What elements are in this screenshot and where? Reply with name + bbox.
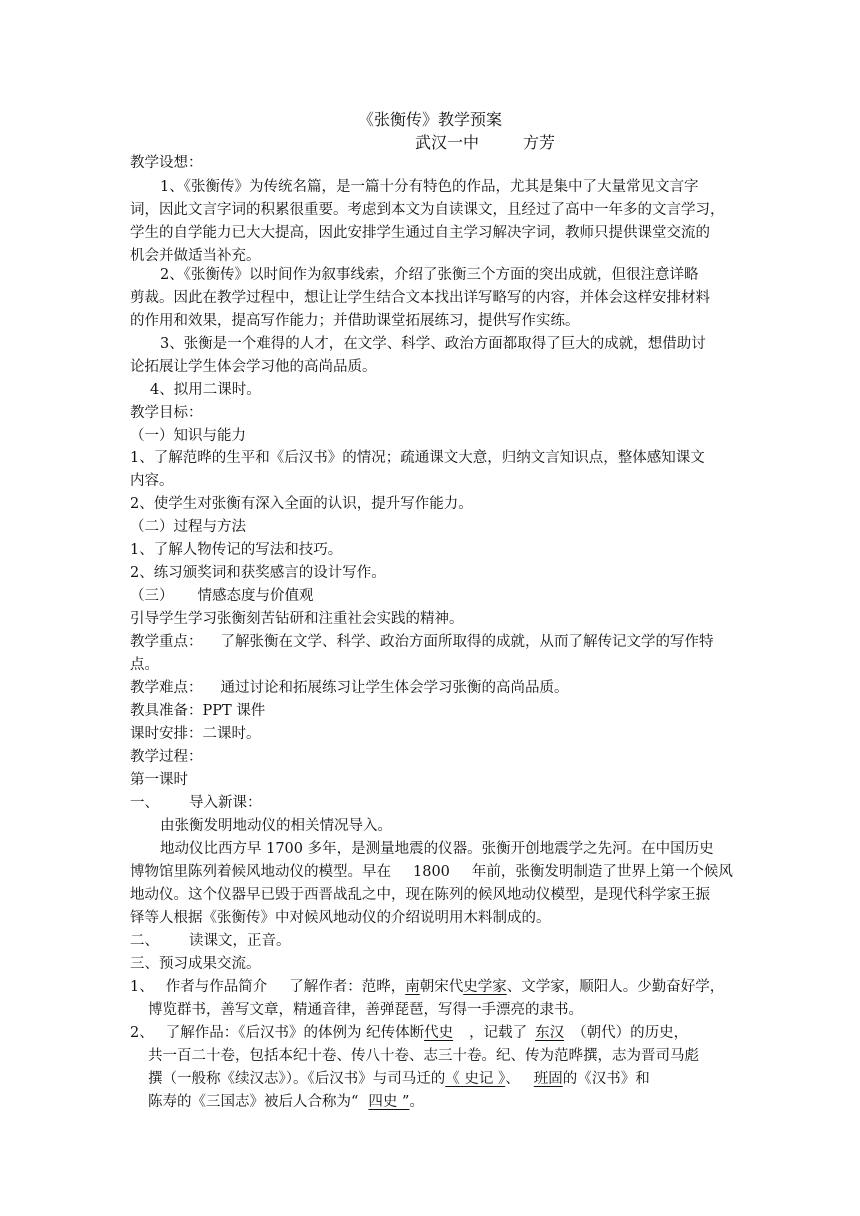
item-1-cont: 博览群书，善写文章，精通音律，善弹琵琶，写得一手漂亮的隶书。 bbox=[148, 1002, 583, 1018]
hours: 课时安排：二课时。 bbox=[130, 726, 261, 742]
blank-answer: 班固 bbox=[533, 1071, 563, 1087]
design-p2-line: 剪裁。因此在教学过程中，想让让学生结合文本找出详写略写的内容，并体会这样安排材料 bbox=[130, 290, 710, 306]
blank-answer: 代史 bbox=[424, 1025, 454, 1041]
byline-school: 武汉一中 bbox=[414, 133, 479, 152]
key-points-cont: 点。 bbox=[130, 657, 159, 673]
step-3: 三、预习成果交流。 bbox=[130, 956, 261, 972]
design-p2-line: 的作用和效果，提高写作能力；并借助课堂拓展练习，提供写作实练。 bbox=[130, 313, 580, 329]
goals-item: 1、了解范晔的生平和《后汉书》的情况；疏通课文大意，归纳文言知识点，整体感知课文 bbox=[130, 450, 705, 466]
design-p1-line: 学生的自学能力已大大提高，因此安排学生通过自主学习解决字词，教师只提供课堂交流的 bbox=[130, 225, 710, 241]
design-p2-line: 2、《张衡传》以时间作为叙事线索，介绍了张衡三个方面的突出成就，但很注意详略 bbox=[160, 267, 699, 283]
step-1-para: 博物馆里陈列着候风地动仪的模型。早在 1800 年前，张衡发明制造了世界上第一个候风 bbox=[130, 864, 733, 880]
goals-section-2: （二）过程与方法 bbox=[130, 519, 246, 535]
item-2: 2、 了解作品：《后汉书》的体例为 纪传体断代史 ，记载了 东汉 （朝代）的历史， bbox=[130, 1025, 689, 1041]
design-heading: 教学设想： bbox=[130, 155, 203, 171]
step-1-para: 地动仪比西方早 1700 多年，是测量地震的仪器。张衡开创地震学之先河。在中国历史 bbox=[160, 841, 714, 857]
blank-answer: 《 史记 》 bbox=[445, 1071, 506, 1087]
item-1: 1、 作者与作品简介 了解作者：范晔，南朝宋代史学家、文学家，顺阳人。少勤奋好学， bbox=[130, 979, 725, 995]
design-p1-line: 词，因此文言字词的积累很重要。考虑到本文为自读课文，且经过了高中一年多的文言学习， bbox=[130, 202, 725, 218]
byline-author: 方芳 bbox=[523, 133, 556, 152]
item-2-cont: 共一百二十卷，包括本纪十卷、传八十卷、志三十卷。纪、传为范晔撰，志为晋司马彪 bbox=[148, 1048, 699, 1064]
goals-item: 2、使学生对张衡有深入全面的认识，提升写作能力。 bbox=[130, 496, 473, 512]
goals-section-3: （三） 情感态度与价值观 bbox=[130, 588, 314, 604]
goals-section-1: （一）知识与能力 bbox=[130, 428, 246, 444]
byline bbox=[55, 130, 860, 153]
step-1: 一、 导入新课： bbox=[130, 795, 262, 811]
document-title: 《张衡传》教学预案 bbox=[357, 110, 502, 129]
difficulty: 教学难点： 通过讨论和拓展练习让学生体会学习张衡的高尚品质。 bbox=[130, 680, 569, 696]
design-p1-line: 机会并做适当补充。 bbox=[130, 248, 261, 264]
goals-item: 内容。 bbox=[130, 473, 174, 489]
item-2-cont: 陈寿的《三国志》被后人合称为“ 四史 ”。 bbox=[148, 1094, 424, 1110]
item-2-cont: 撰（一般称《续汉志》）。《后汉书》与司马迁的《 史记 》、 班固的《汉书》和 bbox=[148, 1071, 650, 1087]
lesson-heading: 第一课时 bbox=[130, 772, 188, 788]
key-points: 教学重点： 了解张衡在文学、科学、政治方面所取得的成就，从而了解传记文学的写作特 bbox=[130, 634, 714, 650]
design-p3-line: 3、张衡是一个难得的人才，在文学、科学、政治方面都取得了巨大的成就，想借助讨 bbox=[160, 336, 706, 352]
step-2: 二、 读课文，正音。 bbox=[130, 933, 291, 949]
blank-answer: 四史 ” bbox=[368, 1094, 410, 1110]
step-1-lead: 由张衡发明地动仪的相关情况导入。 bbox=[160, 818, 392, 834]
goals-item: 2、练习颁奖词和获奖感言的设计写作。 bbox=[130, 565, 386, 581]
tools: 教具准备：PPT 课件 bbox=[130, 703, 266, 719]
design-p1-line: 1、《张衡传》为传统名篇，是一篇十分有特色的作品，尤其是集中了大量常见文言字 bbox=[160, 179, 699, 195]
blank-answer: 东汉 bbox=[535, 1025, 565, 1041]
goals-heading: 教学目标： bbox=[130, 405, 203, 421]
step-1-para: 地动仪。这个仪器早已毁于西晋战乱之中，现在陈列的候风地动仪模型，是现代科学家王振 bbox=[130, 887, 710, 903]
process-heading: 教学过程： bbox=[130, 749, 203, 765]
goals-item: 1、了解人物传记的写法和技巧。 bbox=[130, 542, 343, 558]
step-1-para: 铎等人根据《张衡传》中对候风地动仪的介绍说明用木料制成的。 bbox=[130, 910, 551, 926]
design-p4: 4、拟用二课时。 bbox=[150, 382, 261, 398]
goals-item: 引导学生学习张衡刻苦钻研和注重社会实践的精神。 bbox=[130, 611, 464, 627]
design-p3-line: 论拓展让学生体会学习他的高尚品质。 bbox=[130, 359, 377, 375]
